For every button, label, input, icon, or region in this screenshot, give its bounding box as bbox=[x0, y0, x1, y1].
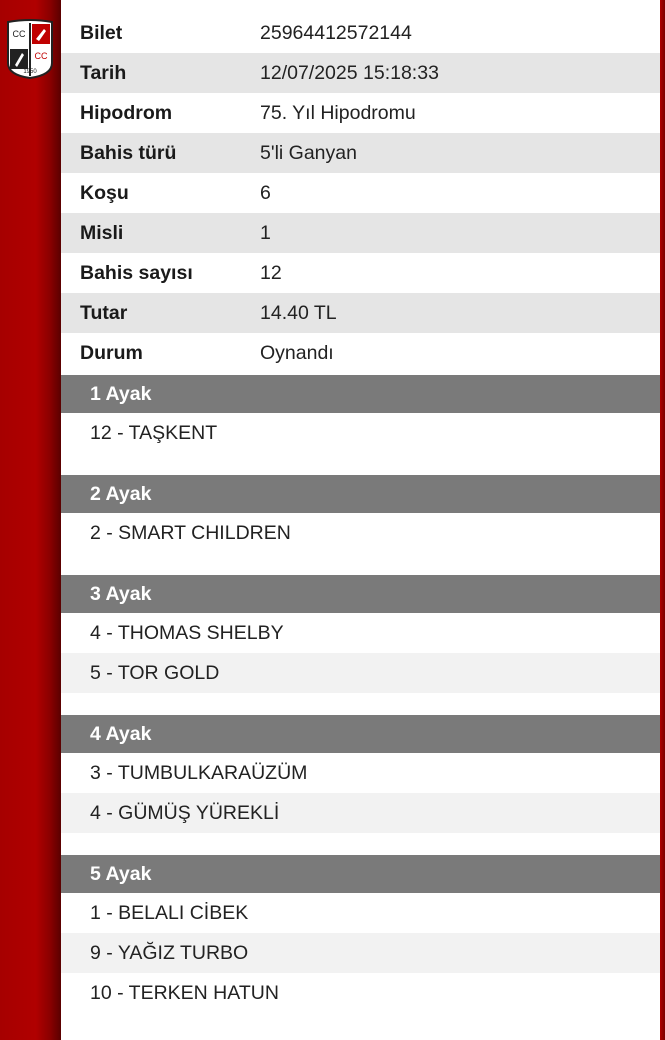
detail-label: Durum bbox=[80, 342, 143, 364]
detail-value: 14.40 TL bbox=[260, 302, 337, 324]
leg-title: 2 Ayak bbox=[90, 483, 152, 505]
leg-header bbox=[61, 715, 660, 753]
horse-name: 12 - TAŞKENT bbox=[90, 422, 218, 444]
leg-header bbox=[61, 855, 660, 893]
horse-name: 3 - TUMBULKARAÜZÜM bbox=[90, 762, 308, 784]
horse-name: 4 - THOMAS SHELBY bbox=[90, 622, 284, 644]
detail-label: Misli bbox=[80, 222, 124, 244]
leg-title: 4 Ayak bbox=[90, 723, 152, 745]
leg-title: 3 Ayak bbox=[90, 583, 152, 605]
detail-value: 75. Yıl Hipodromu bbox=[260, 102, 416, 124]
horse-name: 9 - YAĞIZ TURBO bbox=[90, 942, 249, 964]
horse-row bbox=[61, 893, 660, 933]
detail-row-ticket-number bbox=[61, 13, 660, 53]
horse-row bbox=[61, 653, 660, 693]
horse-name: 5 - TOR GOLD bbox=[90, 662, 220, 684]
detail-row-status bbox=[61, 333, 660, 373]
detail-value: 6 bbox=[260, 182, 271, 204]
detail-row-racecourse bbox=[61, 93, 660, 133]
horse-name: 10 - TERKEN HATUN bbox=[90, 982, 279, 1004]
detail-label: Tarih bbox=[80, 62, 127, 84]
detail-row-bet-count bbox=[61, 253, 660, 293]
leg-header bbox=[61, 475, 660, 513]
detail-label: Tutar bbox=[80, 302, 128, 324]
horse-row bbox=[61, 973, 660, 1013]
horse-name: 1 - BELALI CİBEK bbox=[90, 902, 249, 924]
right-edge bbox=[660, 0, 665, 1040]
detail-row-amount bbox=[61, 293, 660, 333]
ticket-panel bbox=[61, 0, 660, 1040]
horse-row bbox=[61, 413, 660, 453]
detail-row-multiplier bbox=[61, 213, 660, 253]
leg-header bbox=[61, 375, 660, 413]
horse-row bbox=[61, 513, 660, 553]
club-crest-icon bbox=[6, 19, 54, 79]
detail-value: 12/07/2025 15:18:33 bbox=[260, 62, 439, 84]
detail-label: Koşu bbox=[80, 182, 129, 204]
horse-name: 2 - SMART CHILDREN bbox=[90, 522, 291, 544]
horse-row bbox=[61, 613, 660, 653]
detail-label: Bahis sayısı bbox=[80, 262, 193, 284]
detail-row-date bbox=[61, 53, 660, 93]
leg-title: 5 Ayak bbox=[90, 863, 152, 885]
horse-row bbox=[61, 793, 660, 833]
horse-name: 4 - GÜMÜŞ YÜREKLİ bbox=[90, 802, 280, 824]
detail-value: Oynandı bbox=[260, 342, 334, 364]
detail-value: 1 bbox=[260, 222, 271, 244]
svg-text:CC: CC bbox=[34, 51, 48, 61]
horse-row bbox=[61, 753, 660, 793]
detail-label: Hipodrom bbox=[80, 102, 173, 124]
detail-value: 5'li Ganyan bbox=[260, 142, 357, 164]
detail-value: 12 bbox=[260, 262, 282, 284]
detail-row-bet-type bbox=[61, 133, 660, 173]
leg-header bbox=[61, 575, 660, 613]
horse-row bbox=[61, 933, 660, 973]
detail-label: Bilet bbox=[80, 22, 123, 44]
leg-title: 1 Ayak bbox=[90, 383, 152, 405]
detail-row-race bbox=[61, 173, 660, 213]
detail-label: Bahis türü bbox=[80, 142, 177, 164]
detail-value: 25964412572144 bbox=[260, 22, 412, 44]
logo-year: 1950 bbox=[23, 69, 37, 75]
sidebar bbox=[0, 0, 61, 1040]
svg-text:CC: CC bbox=[12, 29, 26, 39]
